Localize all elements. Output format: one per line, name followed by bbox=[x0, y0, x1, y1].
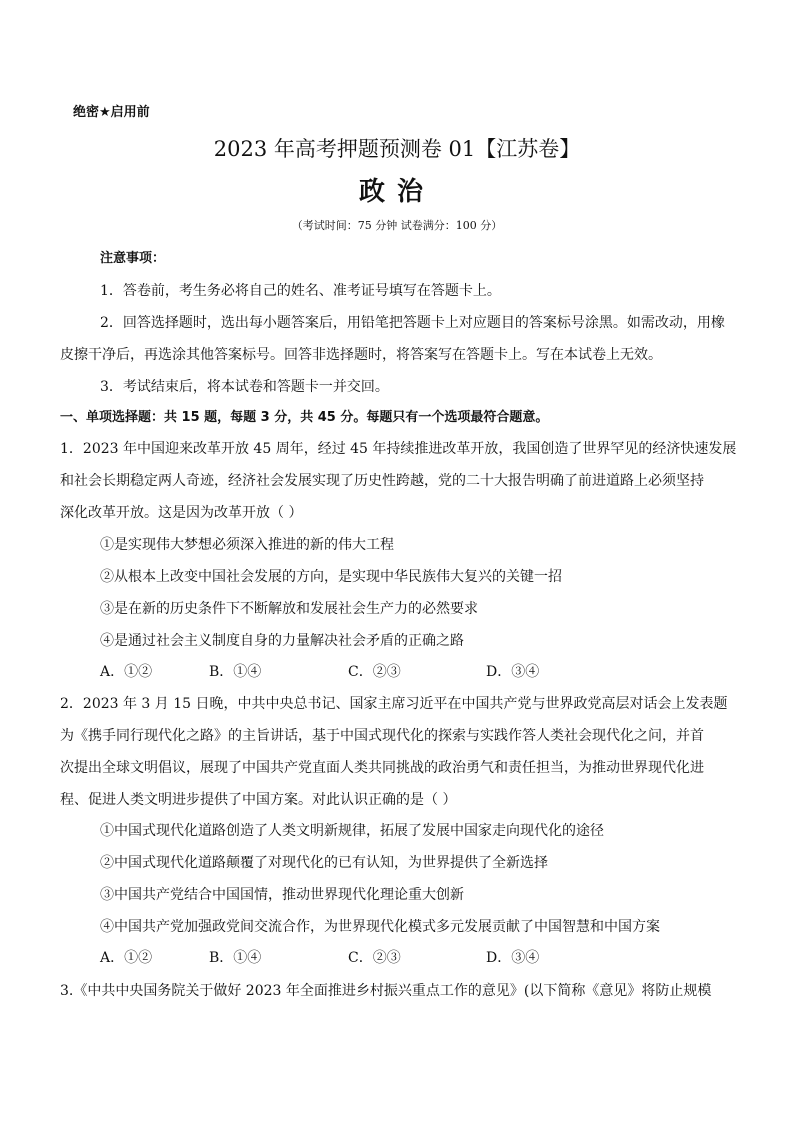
option-d: D．③④ bbox=[486, 950, 540, 966]
question-1-statement: ④是通过社会主义制度自身的力量解决社会矛盾的正确之路 bbox=[100, 633, 464, 649]
subject-title: 政治 bbox=[358, 177, 435, 207]
question-1-statement: ①是实现伟大梦想必须深入推进的新的伟大工程 bbox=[100, 537, 394, 553]
option-b: B．①④ bbox=[209, 664, 262, 680]
option-a: A．①② bbox=[100, 664, 153, 680]
confidential-label: 绝密★启用前 bbox=[73, 105, 150, 120]
question-2-statement: ③中国共产党结合中国国情，推动世界现代化理论重大创新 bbox=[100, 887, 464, 903]
question-2-stem: 2．2023 年 3 月 15 日晚，中共中央总书记、国家主席习近平在中国共产党与世界政党高层对话会上发表题 bbox=[60, 696, 728, 712]
question-2-statement: ④中国共产党加强政党间交流合作，为世界现代化模式多元发展贡献了中国智慧和中国方案 bbox=[100, 919, 660, 935]
option-d: D．③④ bbox=[486, 664, 540, 680]
question-2-stem: 次提出全球文明倡议，展现了中国共产党直面人类共同挑战的政治勇气和责任担当，为推动世界现代化进 bbox=[60, 760, 704, 776]
question-1-statement: ②从根本上改变中国社会发展的方向，是实现中华民族伟大复兴的关键一招 bbox=[100, 569, 562, 585]
question-2-stem: 为《携手同行现代化之路》的主旨讲话，基于中国式现代化的探索与实践作答人类社会现代化之问，并首 bbox=[60, 728, 704, 744]
question-1-statement: ③是在新的历史条件下不断解放和发展社会生产力的必然要求 bbox=[100, 601, 478, 617]
notice-item: 3．考试结束后，将本试卷和答题卡一并交回。 bbox=[100, 379, 389, 395]
question-1-options bbox=[100, 663, 660, 681]
exam-title: 2023 年高考押题预测卷 01【江苏卷】 bbox=[213, 137, 581, 161]
notice-item: 1．答卷前，考生务必将自己的姓名、准考证号填写在答题卡上。 bbox=[100, 283, 501, 299]
notice-item: 皮擦干净后，再选涂其他答案标号。回答非选择题时，将答案写在答题卡上。写在本试卷上无效。 bbox=[60, 347, 662, 363]
option-c: C．②③ bbox=[348, 950, 401, 966]
option-b: B．①④ bbox=[209, 950, 262, 966]
question-1-stem: 1．2023 年中国迎来改革开放 45 周年，经过 45 年持续推进改革开放，我国创造了世界罕见的经济快速发展 bbox=[60, 441, 737, 457]
notice-heading: 注意事项： bbox=[100, 251, 166, 266]
exam-info: （考试时间：75 分钟 试卷满分：100 分） bbox=[291, 219, 503, 232]
section-heading: 一、单项选择题：共 15 题，每题 3 分，共 45 分。每题只有一个选项最符合题意。 bbox=[60, 410, 549, 425]
question-2-stem: 程、促进人类文明进步提供了中国方案。对此认识正确的是（ ） bbox=[60, 792, 457, 808]
question-1-stem: 深化改革开放。这是因为改革开放（ ） bbox=[60, 505, 303, 521]
question-2-statement: ②中国式现代化道路颠覆了对现代化的已有认知，为世界提供了全新选择 bbox=[100, 855, 548, 871]
question-2-statement: ①中国式现代化道路创造了人类文明新规律，拓展了发展中国家走向现代化的途径 bbox=[100, 823, 604, 839]
question-2-options bbox=[100, 949, 660, 967]
question-1-stem: 和社会长期稳定两人奇迹，经济社会发展实现了历史性跨越，党的二十大报告明确了前进道路上必须坚持 bbox=[60, 473, 704, 489]
question-3-stem: 3.《中共中央国务院关于做好 2023 年全面推进乡村振兴重点工作的意见》(以下简称《意见》将防止规模 bbox=[60, 983, 712, 999]
option-a: A．①② bbox=[100, 950, 153, 966]
option-c: C．②③ bbox=[348, 664, 401, 680]
notice-item: 2．回答选择题时，选出每小题答案后，用铅笔把答题卡上对应题目的答案标号涂黑。如需改动，用橡 bbox=[100, 315, 725, 331]
